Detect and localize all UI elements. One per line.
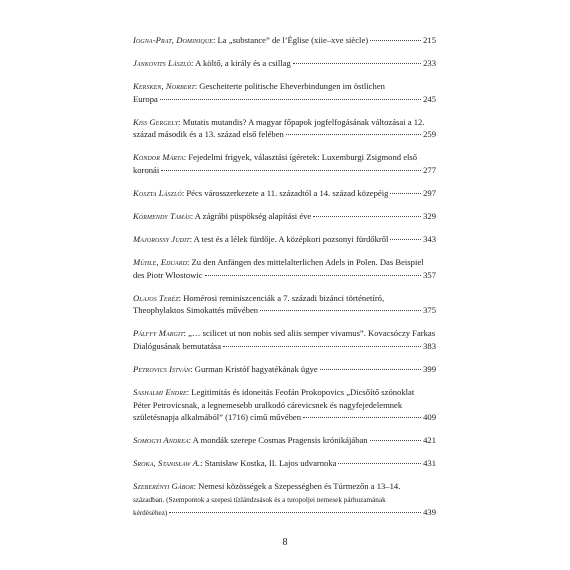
- toc-entry-line: [133, 187, 436, 200]
- toc-page-number: 245: [423, 93, 436, 104]
- toc-title: : Zu den Anfängen des mittelalterlichen Adels in Polen. Das Beispiel: [187, 257, 424, 268]
- toc-title: : Homérosi reminiszcenciák a 7. századi bizánci történetíró,: [178, 292, 385, 303]
- toc-author: Sroka, Stanisław A.: [133, 458, 201, 469]
- toc-page-number: 215: [423, 35, 436, 45]
- toc-title: : A zágrábi püspökség alapítási éve: [190, 211, 312, 222]
- toc-entry: [133, 151, 436, 176]
- toc-author: Kiss Gergely: [133, 116, 179, 127]
- dot-leader: [161, 170, 421, 171]
- toc-entry-line: [133, 457, 436, 470]
- toc-page-number: 383: [423, 340, 436, 351]
- toc-author: Mühle, Eduard: [133, 257, 188, 268]
- toc-author: Somogyi Andrea: [133, 435, 189, 446]
- toc-title: Theophylaktos Simokattés művében: [133, 305, 259, 316]
- toc-entry-line: [133, 116, 436, 129]
- toc-page-number: 357: [423, 269, 436, 280]
- toc-entry-line: [133, 386, 436, 399]
- dot-leader: [370, 440, 422, 441]
- toc-entry: [133, 57, 436, 70]
- toc-title: Péter Petrovicsnak, a legnemesebb uralkodó cárevicsnek és nagyfejedelemnek: [133, 399, 403, 410]
- toc-title: des Piotr Włostowic: [133, 269, 203, 280]
- toc-entry-line: [133, 233, 436, 246]
- toc-entry: [133, 34, 436, 47]
- toc-title: : A test és a lélek fürdője. A középkori pozsonyi fürdőkről: [189, 234, 389, 245]
- toc-author: Koszta László: [133, 187, 182, 198]
- toc-entry: [133, 210, 436, 223]
- dot-leader: [160, 99, 421, 100]
- toc-title: koronái: [133, 164, 160, 175]
- toc-entry-line: [133, 80, 436, 93]
- toc-author: Jankovits László: [133, 58, 192, 69]
- toc-author: Körmendy Tamás: [133, 211, 191, 222]
- dot-leader: [260, 310, 421, 311]
- toc-entry-line: [133, 363, 436, 376]
- toc-title: század második és a 13. század első felében: [133, 129, 284, 140]
- dot-leader: [293, 63, 421, 64]
- toc-entry-line: [133, 256, 436, 269]
- dot-leader: [390, 239, 421, 240]
- toc-entry-line: [133, 327, 436, 340]
- toc-author: Olajos Teréz: [133, 292, 179, 303]
- toc-title: kérdéséhez): [133, 509, 168, 518]
- toc-entry: [133, 327, 436, 352]
- toc-page-number: 439: [423, 507, 436, 518]
- toc-title: : Legitimitás és idoneitás Feofán Prokopovics „Dicsőítő szónoklat: [186, 387, 415, 398]
- toc-entry-line: [133, 304, 436, 317]
- toc-entry-line: [133, 93, 436, 106]
- toc-entry-line: [133, 34, 436, 47]
- toc-entry-line: [133, 493, 436, 507]
- toc-author: Majorossy Judit: [133, 234, 190, 245]
- toc-entry-line: [133, 128, 436, 141]
- toc-entry-line: [133, 164, 436, 177]
- toc-entry-line: [133, 340, 436, 353]
- toc-entry: [133, 434, 436, 447]
- toc-title: : Pécs városszerkezete a 11. századtól a 14. század közepéig: [181, 187, 389, 198]
- toc-title: : Stanisław Kostka, II. Lajos udvarnoka: [200, 458, 337, 469]
- dot-leader: [313, 216, 421, 217]
- toc-entry: [133, 457, 436, 470]
- toc-title: Dialógusának bemutatása: [133, 340, 222, 351]
- toc-entry-line: [133, 411, 436, 424]
- toc-entry-line: [133, 151, 436, 164]
- toc-title: : Mutatis mutandis? A magyar főpapok jogfelfogásának változásai a 12.: [178, 116, 425, 127]
- dot-leader: [286, 134, 421, 135]
- toc-page-number: 375: [423, 305, 436, 316]
- toc-entry: [133, 256, 436, 281]
- toc-title: : Gurman Kristóf hagyatékának ügye: [190, 364, 318, 375]
- toc-entry-line: [133, 57, 436, 70]
- dot-leader: [205, 275, 422, 276]
- dot-leader: [338, 463, 421, 464]
- toc-page-number: 431: [423, 458, 436, 469]
- dot-leader: [390, 193, 421, 194]
- dot-leader: [320, 369, 421, 370]
- toc-author: Pálffy Margit: [133, 328, 184, 339]
- toc-entry-line: [133, 506, 436, 520]
- toc-entry-line: [133, 210, 436, 223]
- toc-entry: [133, 363, 436, 376]
- toc-entry: [133, 233, 436, 246]
- toc-title: Europa: [133, 93, 158, 104]
- toc-entry: [133, 116, 436, 141]
- page-number-footer: 8: [282, 537, 288, 548]
- toc-entry: [133, 80, 436, 105]
- toc-author: Iogna-Prat, Dominique: [133, 35, 214, 45]
- toc-entry-line: [133, 434, 436, 447]
- toc-entry: [133, 386, 436, 424]
- toc-page-number: 343: [423, 234, 436, 245]
- toc-entry-line: [133, 480, 436, 493]
- toc-title: : Nemesi közösségek a Szepességben és Túrmezőn a 13–14.: [193, 481, 401, 492]
- toc-author: Petrovics István: [133, 364, 191, 375]
- toc-page-number: 297: [423, 187, 436, 198]
- toc-page-number: 233: [423, 58, 436, 69]
- toc-author: Szeberényi Gábor: [133, 481, 194, 492]
- toc-entry-line: [133, 269, 436, 282]
- dot-leader: [370, 40, 421, 41]
- toc-entry: [133, 480, 436, 520]
- table-of-contents: [133, 34, 436, 531]
- toc-title: : „… scilicet ut non nobis sed aliis semper vivamus”. Kovacsóczy Farkas: [183, 328, 436, 339]
- toc-title: : La „substance” de l’Église (xiie–xve siècle): [213, 35, 369, 45]
- toc-page-number: 409: [423, 412, 436, 423]
- toc-page-number: 421: [423, 435, 436, 446]
- toc-title: : A mondák szerepe Cosmas Pragensis krónikájában: [188, 435, 368, 446]
- toc-entry-line: [133, 292, 436, 305]
- toc-page-number: 259: [423, 129, 436, 140]
- toc-author: Kondor Márta: [133, 152, 184, 163]
- toc-entry: [133, 187, 436, 200]
- toc-title: században. (Szempontok a szepesi tízlándzsások és a turopoljei nemesek párhuzamának: [133, 495, 386, 504]
- toc-page-number: 277: [423, 164, 436, 175]
- dot-leader: [223, 346, 421, 347]
- toc-entry: [133, 292, 436, 317]
- toc-page-number: 329: [423, 211, 436, 222]
- toc-page-number: 399: [423, 364, 436, 375]
- toc-title: : A költő, a király és a csillag: [191, 58, 291, 69]
- toc-entry-line: [133, 399, 436, 412]
- dot-leader: [169, 512, 421, 513]
- toc-title: születésnapja alkalmából” (1716) című művében: [133, 412, 301, 423]
- toc-author: Kersken, Norbert: [133, 81, 195, 92]
- toc-author: Sashalmi Endre: [133, 387, 187, 398]
- toc-title: : Fejedelmi frigyek, választási ígéretek: Luxemburgi Zsigmond első: [183, 152, 418, 163]
- dot-leader: [303, 417, 421, 418]
- toc-title: : Gescheiterte politische Eheverbindungen im östlichen: [194, 81, 385, 92]
